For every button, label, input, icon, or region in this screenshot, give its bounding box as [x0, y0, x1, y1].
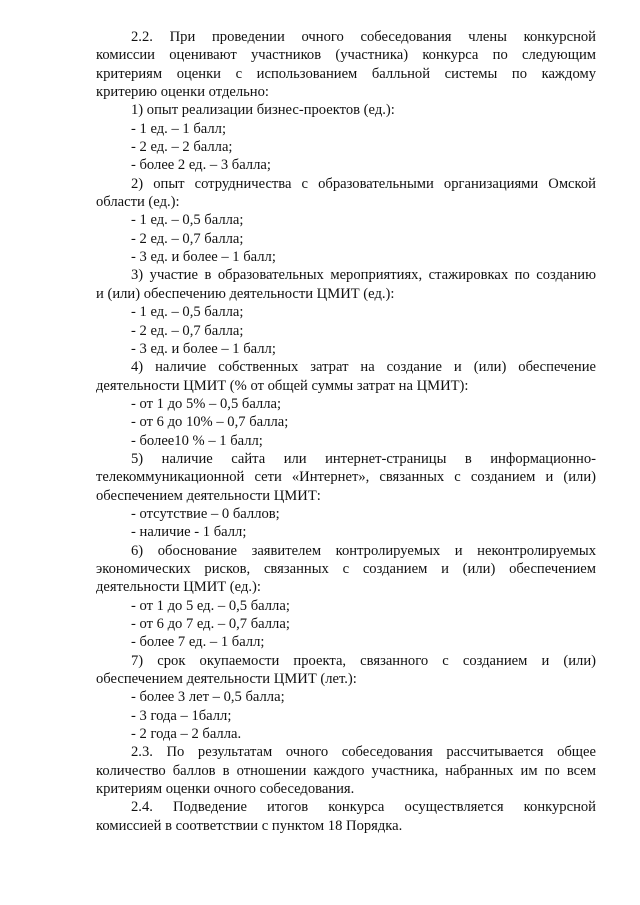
criterion-title: деятельности ЦМИТ (% от общей суммы затрат на ЦМИТ): [96, 377, 469, 394]
paragraph-line: комиссией в соответствии с пунктом 18 Порядка. [96, 817, 403, 834]
criterion-item: - 2 года – 2 балла. [131, 726, 242, 743]
paragraph-line: количество баллов в отношении каждого участника, набранных им по всем [96, 762, 596, 779]
document-body [96, 28, 596, 835]
criterion-item: - более 3 лет – 0,5 балла; [131, 689, 285, 706]
criterion-2 [96, 175, 596, 267]
paragraph-2-2 [96, 28, 596, 101]
criterion-item: - более 7 ед. – 1 балл; [131, 634, 265, 651]
criterion-item: - 3 ед. и более – 1 балл; [131, 249, 276, 266]
criterion-item: - 3 ед. и более – 1 балл; [131, 340, 276, 357]
criterion-title: обеспечением деятельности ЦМИТ (лет.): [96, 671, 357, 688]
criterion-item: - 2 ед. – 2 балла; [131, 139, 233, 156]
criterion-title: деятельности ЦМИТ (ед.): [96, 579, 261, 596]
paragraph-line: комиссии оценивают участников (участника) конкурса по следующим [96, 47, 596, 64]
criterion-title: 7) срок окупаемости проекта, связанного с созданием и (или) [131, 652, 596, 669]
paragraph-line: критериям оценки с использованием балльной системы по каждому [96, 65, 596, 82]
paragraph-2-4 [96, 798, 596, 835]
criterion-item: - более 2 ед. – 3 балла; [131, 157, 271, 174]
paragraph-line: 2.2. При проведении очного собеседования члены конкурсной [131, 29, 596, 45]
criterion-item: - 1 ед. – 0,5 балла; [131, 304, 244, 321]
criterion-title: 6) обоснование заявителем контролируемых и неконтролируемых [131, 542, 596, 559]
criterion-item: - отсутствие – 0 баллов; [131, 505, 280, 522]
criterion-item: - от 1 до 5 ед. – 0,5 балла; [131, 597, 290, 614]
criterion-item: - более10 % – 1 балл; [131, 432, 263, 449]
paragraph-line: критерию оценки отдельно: [96, 84, 269, 101]
criterion-title: и (или) обеспечению деятельности ЦМИТ (ед.): [96, 285, 395, 302]
criterion-item: - 3 года – 1балл; [131, 707, 232, 724]
criterion-1 [96, 101, 596, 174]
criterion-item: - от 1 до 5% – 0,5 балла; [131, 395, 282, 412]
criterion-title: 4) наличие собственных затрат на создание и (или) обеспечение [131, 359, 596, 376]
criterion-title: телекоммуникационной сети «Интернет», связанных с созданием и (или) [96, 469, 596, 486]
criterion-title: обеспечением деятельности ЦМИТ: [96, 487, 321, 504]
paragraph-line: 2.3. По результатам очного собеседования рассчитывается общее [131, 744, 596, 761]
criterion-item: - от 6 до 7 ед. – 0,7 балла; [131, 616, 290, 632]
criterion-title: экономических рисков, связанных с созданием и (или) обеспечением [96, 560, 596, 577]
criterion-7 [96, 652, 596, 744]
paragraph-line: критериям оценки очного собеседования. [96, 781, 355, 798]
criterion-5 [96, 450, 596, 542]
criterion-3 [96, 266, 596, 358]
criterion-item: - 2 ед. – 0,7 балла; [131, 230, 244, 247]
criterion-item: - 1 ед. – 1 балл; [131, 120, 227, 137]
criterion-title: 3) участие в образовательных мероприятиях, стажировках по созданию [131, 267, 596, 284]
criterion-title: 5) наличие сайта или интернет-страницы в информационно- [131, 450, 596, 467]
criterion-title: области (ед.): [96, 194, 180, 211]
criterion-title: 1) опыт реализации бизнес-проектов (ед.): [131, 102, 395, 119]
criterion-item: - от 6 до 10% – 0,7 балла; [131, 414, 289, 431]
criterion-item: - 1 ед. – 0,5 балла; [131, 212, 244, 229]
paragraph-line: 2.4. Подведение итогов конкурса осуществляется конкурсной [131, 799, 596, 816]
paragraph-2-3 [96, 743, 596, 798]
criterion-item: - наличие - 1 балл; [131, 524, 247, 541]
criterion-4 [96, 358, 596, 450]
criterion-6 [96, 542, 596, 652]
criterion-title: 2) опыт сотрудничества с образовательными организациями Омской [131, 175, 596, 192]
criterion-item: - 2 ед. – 0,7 балла; [131, 322, 244, 339]
